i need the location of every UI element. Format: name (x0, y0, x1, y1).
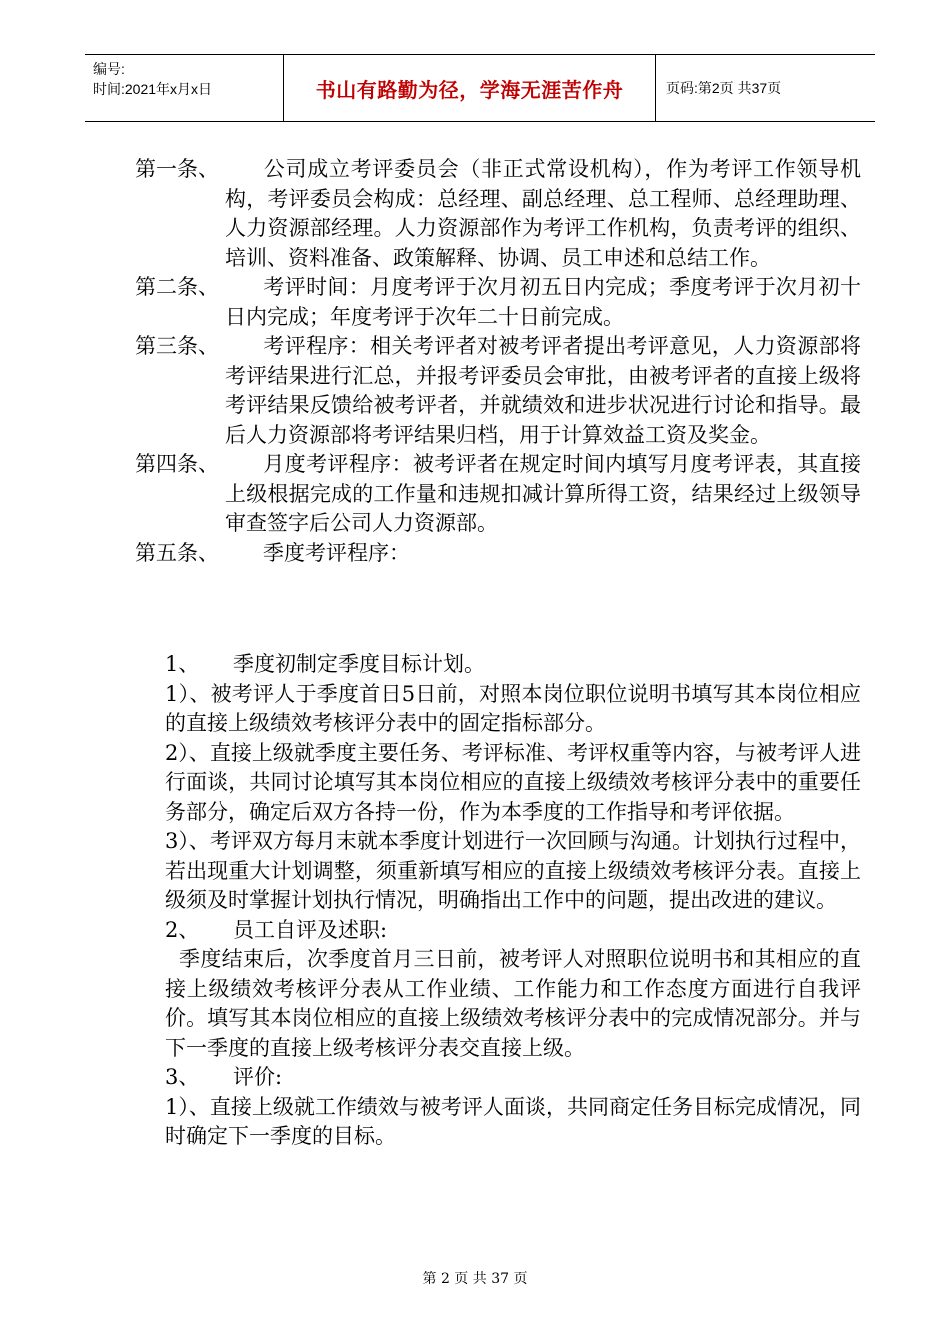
article-1 (135, 155, 861, 273)
document-time-label: 时间:2021年x月x日 (93, 81, 213, 97)
document-number-label: 编号: (93, 61, 125, 77)
article-2 (135, 273, 861, 332)
step-3-heading (165, 1063, 861, 1093)
article-label: 第一条、 (135, 157, 219, 181)
step-2-body: 季度结束后，次季度首月三日前，被考评人对照职位说明书和其相应的直接上级绩效考核评分表从工作业绩、工作能力和工作态度方面进行自我评价。填写其本岗位相应的直接上级绩效考核评分表中的完成情况部分。并与下一季度的直接上级考核评分表交直接上级。 (165, 947, 861, 1060)
article-label: 第五条、 (135, 540, 219, 565)
step-3-item-1: 1）、直接上级就工作绩效与被考评人面谈，共同商定任务目标完成情况，同时确定下一季度的目标。 (165, 1094, 861, 1148)
article-text: 考评时间：月度考评于次月初五日内完成；季度考评于次月初十日内完成；年度考评于次年二十日前完成。 (225, 275, 861, 329)
step-title: 季度初制定季度目标计划。 (233, 652, 485, 676)
quarterly-procedure (165, 650, 861, 1152)
header-page-cell (656, 55, 875, 121)
header-motto: 书山有路勤为径，学海无涯苦作舟 (315, 77, 624, 102)
step-number: 1、 (165, 652, 200, 676)
article-label: 第二条、 (135, 275, 219, 299)
article-text: 考评程序：相关考评者对被考评者提出考评意见，人力资源部将考评结果进行汇总，并报考评委员会审批，由被考评者的直接上级将考评结果反馈给被考评者，并就绩效和进步状况进行讨论和指导。最后人力资源部将考评结果归档，用于计算效益工资及奖金。 (225, 334, 861, 447)
step-1-item-3: 3）、考评双方每月末就本季度计划进行一次回顾与沟通。计划执行过程中，若出现重大计划调整，须重新填写相应的直接上级绩效考核评分表。直接上级须及时掌握计划执行情况，明确指出工作中的问题，提出改进的建议。 (165, 829, 861, 912)
step-1-heading (165, 650, 861, 680)
step-1-item-2: 2）、直接上级就季度主要任务、考评标准、考评权重等内容，与被考评人进行面谈，共同讨论填写其本岗位相应的直接上级绩效考核评分表中的重要任务部分，确定后双方各持一份，作为本季度的工作指导和考评依据。 (165, 740, 861, 824)
header-motto-cell (283, 55, 656, 121)
articles (135, 155, 861, 568)
article-text: 公司成立考评委员会（非正式常设机构），作为考评工作领导机构，考评委员会构成：总经理、副总经理、总工程师、总经理助理、人力资源部经理。人力资源部作为考评工作机构，负责考评的组织、培训、资料准备、政策解释、协调、员工申述和总结工作。 (225, 157, 861, 270)
step-title: 员工自评及述职: (233, 917, 388, 942)
page-header (85, 54, 875, 122)
page-footer: 第 2 页 共 37 页 (422, 1271, 528, 1287)
step-number: 3、 (165, 1065, 200, 1089)
step-2-heading (165, 916, 861, 946)
step-1-item-1: 1）、被考评人于季度首日5日前，对照本岗位职位说明书填写其本岗位相应的直接上级绩效考核评分表中的固定指标部分。 (165, 681, 861, 735)
step-number: 2、 (165, 917, 200, 942)
header-page-number: 页码:第2页 共37页 (666, 80, 782, 96)
article-4 (135, 450, 861, 539)
article-label: 第三条、 (135, 334, 219, 358)
article-text: 季度考评程序： (263, 540, 410, 565)
article-3 (135, 332, 861, 450)
header-meta (85, 55, 283, 121)
step-title: 评价: (233, 1065, 283, 1089)
article-label: 第四条、 (135, 452, 219, 476)
article-text: 月度考评程序：被考评者在规定时间内填写月度考评表，其直接上级根据完成的工作量和违规扣减计算所得工资，结果经过上级领导审查签字后公司人力资源部。 (225, 452, 861, 535)
article-5 (135, 539, 861, 569)
